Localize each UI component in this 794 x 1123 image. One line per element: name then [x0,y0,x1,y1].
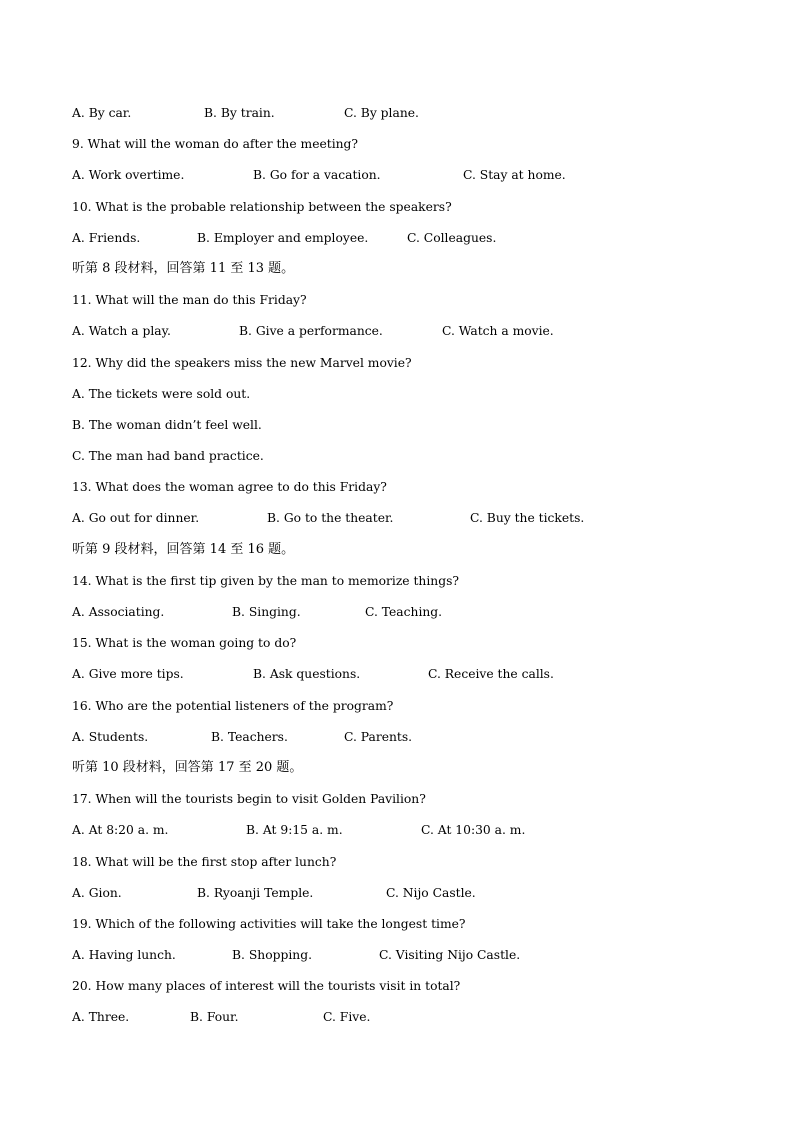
option-b: B. Shopping. [232,948,312,963]
option-b: B. Ryoanji Temple. [197,885,314,900]
question-14: 14. What is the first tip given by the man to memorize things? [72,573,459,588]
option-a: A. Gion. [72,885,122,900]
options-row [72,820,752,851]
option-b: B. Ask questions. [253,667,361,682]
option-a: A. Go out for dinner. [72,511,200,526]
option-c: C. Receive the calls. [428,667,554,682]
options-row [72,883,752,914]
option-b: B. By train. [204,106,275,120]
options-row [72,727,752,758]
section-heading: 听第 10 段材料，回答第 17 至 20 题。 [72,759,303,775]
option-b: B. Go for a vacation. [253,168,381,183]
question-9: 9. What will the woman do after the meeting? [72,137,359,152]
option-a: A. At 8:20 a. m. [72,823,169,838]
question-10: 10. What is the probable relationship between the speakers? [72,199,452,214]
option-c: C. At 10:30 a. m. [421,823,526,838]
option-b: B. The woman didn’t feel well. [72,417,262,432]
option-a: A. Watch a play. [72,324,171,339]
option-a: A. Associating. [72,605,165,619]
option-b: B. Teachers. [211,729,288,744]
option-c: C. Buy the tickets. [470,511,585,526]
question-17: 17. When will the tourists begin to visit Golden Pavilion? [72,792,426,807]
question-16: 16. Who are the potential listeners of the program? [72,698,394,713]
options-row [72,165,752,196]
option-a: A. Friends. [72,230,141,245]
options-row [72,945,752,976]
option-b: B. Go to the theater. [267,511,394,526]
option-c: C. Parents. [344,729,413,744]
options-row [72,228,752,259]
question-18: 18. What will be the first stop after lunch? [72,854,337,869]
option-c: C. Five. [323,1010,371,1025]
section-heading: 听第 8 段材料，回答第 11 至 13 题。 [72,260,295,276]
option-b: B. Employer and employee. [197,230,369,245]
question-11: 11. What will the man do this Friday? [72,293,307,308]
options-row [72,1007,752,1038]
options-row [72,103,752,134]
option-a: A. Having lunch. [72,948,176,963]
option-c: C. By plane. [344,106,419,120]
section-heading: 听第 9 段材料，回答第 14 至 16 题。 [72,541,295,557]
options-row [72,321,752,352]
option-a: A. The tickets were sold out. [72,386,251,401]
question-19: 19. Which of the following activities will take the longest time? [72,916,466,931]
option-c: C. Teaching. [365,605,443,619]
question-20: 20. How many places of interest will the tourists visit in total? [72,979,461,994]
option-b: B. At 9:15 a. m. [246,823,343,838]
options-row [72,664,752,695]
options-row [72,508,752,539]
option-b: B. Give a performance. [239,324,383,339]
option-a: A. Three. [72,1010,130,1025]
question-12: 12. Why did the speakers miss the new Marvel movie? [72,355,412,370]
option-c: C. Visiting Nijo Castle. [379,948,521,963]
option-c: C. Colleagues. [407,230,497,245]
option-c: C. The man had band practice. [72,449,264,464]
question-15: 15. What is the woman going to do? [72,636,297,651]
option-a: A. By car. [72,106,132,120]
option-a: A. Students. [72,729,149,744]
option-b: B. Four. [190,1010,239,1025]
option-c: C. Nijo Castle. [386,885,476,900]
option-a: A. Give more tips. [72,667,184,682]
options-row [72,602,752,633]
option-b: B. Singing. [232,605,301,619]
exam-page [72,103,752,1039]
option-a: A. Work overtime. [72,168,185,183]
question-13: 13. What does the woman agree to do this Friday? [72,480,387,495]
option-c: C. Watch a movie. [442,324,554,339]
option-c: C. Stay at home. [463,168,566,183]
